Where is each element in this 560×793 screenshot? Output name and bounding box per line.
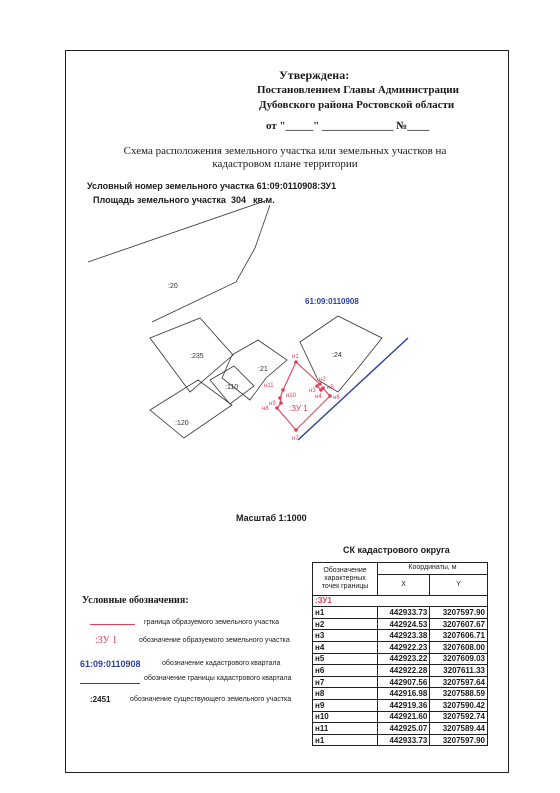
table-row [313,734,488,746]
y-cell: 3207608.00 [430,641,488,653]
point-n6-marker [328,394,332,398]
table-row [313,688,488,700]
approval-line-3: от "_____" _____________ №____ [266,120,430,132]
x-cell: 442923.38 [378,630,430,642]
point-n7-marker [294,428,298,432]
point-cell: н6 [313,665,378,677]
point-cell: н1 [313,734,378,746]
table-row [313,641,488,653]
y-cell: 3207588.59 [430,688,488,700]
label-n1: н1 [292,354,299,360]
y-cell: 3207597.90 [430,607,488,619]
label-parcel-24: :24 [332,352,342,359]
scheme-title-line-1: Схема расположения земельного участка или земельных участков на [123,145,447,157]
label-n10: н10 [286,393,296,399]
x-cell: 442933.73 [378,734,430,746]
cadastral-map [66,200,426,460]
table-row [313,630,488,642]
label-formed-parcel: :ЗУ 1 [289,404,308,413]
y-cell: 3207606.71 [430,630,488,642]
label-parcel-235: :235 [190,353,204,360]
legend-parcel-symbol: :ЗУ 1 [95,635,118,646]
legend-boundary-symbol [90,624,135,625]
label-n8: н8 [262,406,269,412]
legend-quarter-text: обозначение кадастрового квартала [162,660,281,667]
col-coords-header: Координаты, м [378,563,488,575]
legend-quarter-boundary-text: обозначение границы кадастрового квартала [144,675,292,682]
point-cell: н2 [313,618,378,630]
label-n7: н7 [292,436,299,442]
point-cell: н5 [313,653,378,665]
point-n1-marker [294,360,298,364]
approved-label: Утверждена: [279,68,350,82]
x-cell: 442907.56 [378,676,430,688]
legend-quarter-symbol: 61:09:0110908 [80,659,141,669]
point-cell: н1 [313,607,378,619]
x-cell: 442919.36 [378,699,430,711]
y-cell: 3207592.74 [430,711,488,723]
parcel-120-outline [150,380,232,438]
x-cell: 442925.07 [378,723,430,735]
x-cell: 442923.22 [378,653,430,665]
x-cell: 442922.23 [378,641,430,653]
point-cell: н7 [313,676,378,688]
y-cell: 3207597.90 [430,734,488,746]
label-n6: н6 [333,395,340,401]
point-cell: н3 [313,630,378,642]
point-n9-marker [279,401,283,405]
approval-line-1: Постановлением Главы Администрации [257,84,459,96]
x-cell: 442921.60 [378,711,430,723]
table-row [313,653,488,665]
x-cell: 442933.73 [378,607,430,619]
table-row [313,665,488,677]
parcel-number: Условный номер земельного участка 61:09:0110908:ЗУ1 [87,181,337,191]
table-row [313,676,488,688]
label-n2: н2 [319,377,326,383]
x-cell: 442922.28 [378,665,430,677]
legend-boundary-text: граница образуемого земельного участка [144,619,280,626]
table-row [313,607,488,619]
label-n4: н4 [315,394,322,400]
coords-title: СК кадастрового округа [343,545,450,555]
legend-existing-text: обозначение существующего земельного участка [130,696,292,703]
legend-existing-symbol: :2451 [90,695,111,704]
col-y-header: Y [430,574,488,595]
y-cell: 3207609.03 [430,653,488,665]
legend-parcel-text: обозначение образуемого земельного участка [139,637,290,644]
scheme-title-line-2: кадастровом плане территории [212,158,358,170]
label-parcel-120: :120 [175,420,189,427]
point-n3-marker [315,384,319,388]
label-quarter: 61:09:0110908 [305,297,359,306]
y-cell: 3207611.33 [430,665,488,677]
section-label: :ЗУ1 [313,595,488,607]
label-parcel-110: :110 [225,384,239,391]
table-row [313,699,488,711]
legend-quarter-boundary-symbol [80,683,140,684]
y-cell: 3207590.42 [430,699,488,711]
label-n5: н5 [327,385,334,391]
y-cell: 3207607.67 [430,618,488,630]
label-n11: н11 [264,383,274,389]
point-n11-marker [281,388,285,392]
parcel-area-label: Площадь земельного участка [93,195,226,205]
boundary-points [275,360,332,432]
map-scale: Масштаб 1:1000 [236,513,307,523]
col-point-header: Обозначение характерных точек границы [313,563,378,596]
label-n3: н3 [309,388,316,394]
formed-parcel-boundary [277,362,330,430]
label-parcel-20: :20 [168,283,178,290]
point-n10-marker [278,396,282,400]
parcel-20-boundary-2 [152,205,270,322]
label-parcel-21: :21 [258,366,268,373]
x-cell: 442924.53 [378,618,430,630]
point-n8-marker [275,406,279,410]
y-cell: 3207589.44 [430,723,488,735]
parcel-21-outline [222,340,287,400]
col-x-header: X [378,574,430,595]
coordinates-table [312,562,488,746]
point-cell: н4 [313,641,378,653]
table-row [313,723,488,735]
point-n5-marker [321,386,325,390]
label-n9: н9 [269,401,276,407]
point-cell: н9 [313,699,378,711]
point-cell: н10 [313,711,378,723]
point-cell: н11 [313,723,378,735]
y-cell: 3207597.64 [430,676,488,688]
table-row [313,618,488,630]
parcel-20-boundary [88,200,282,262]
parcel-area-value: 304 [231,195,247,205]
approval-line-2: Дубовского района Ростовской области [259,99,455,111]
table-row [313,711,488,723]
parcel-area-unit: кв.м. [253,195,275,205]
point-cell: н8 [313,688,378,700]
x-cell: 442916.98 [378,688,430,700]
legend-title: Условные обозначения: [82,595,189,606]
